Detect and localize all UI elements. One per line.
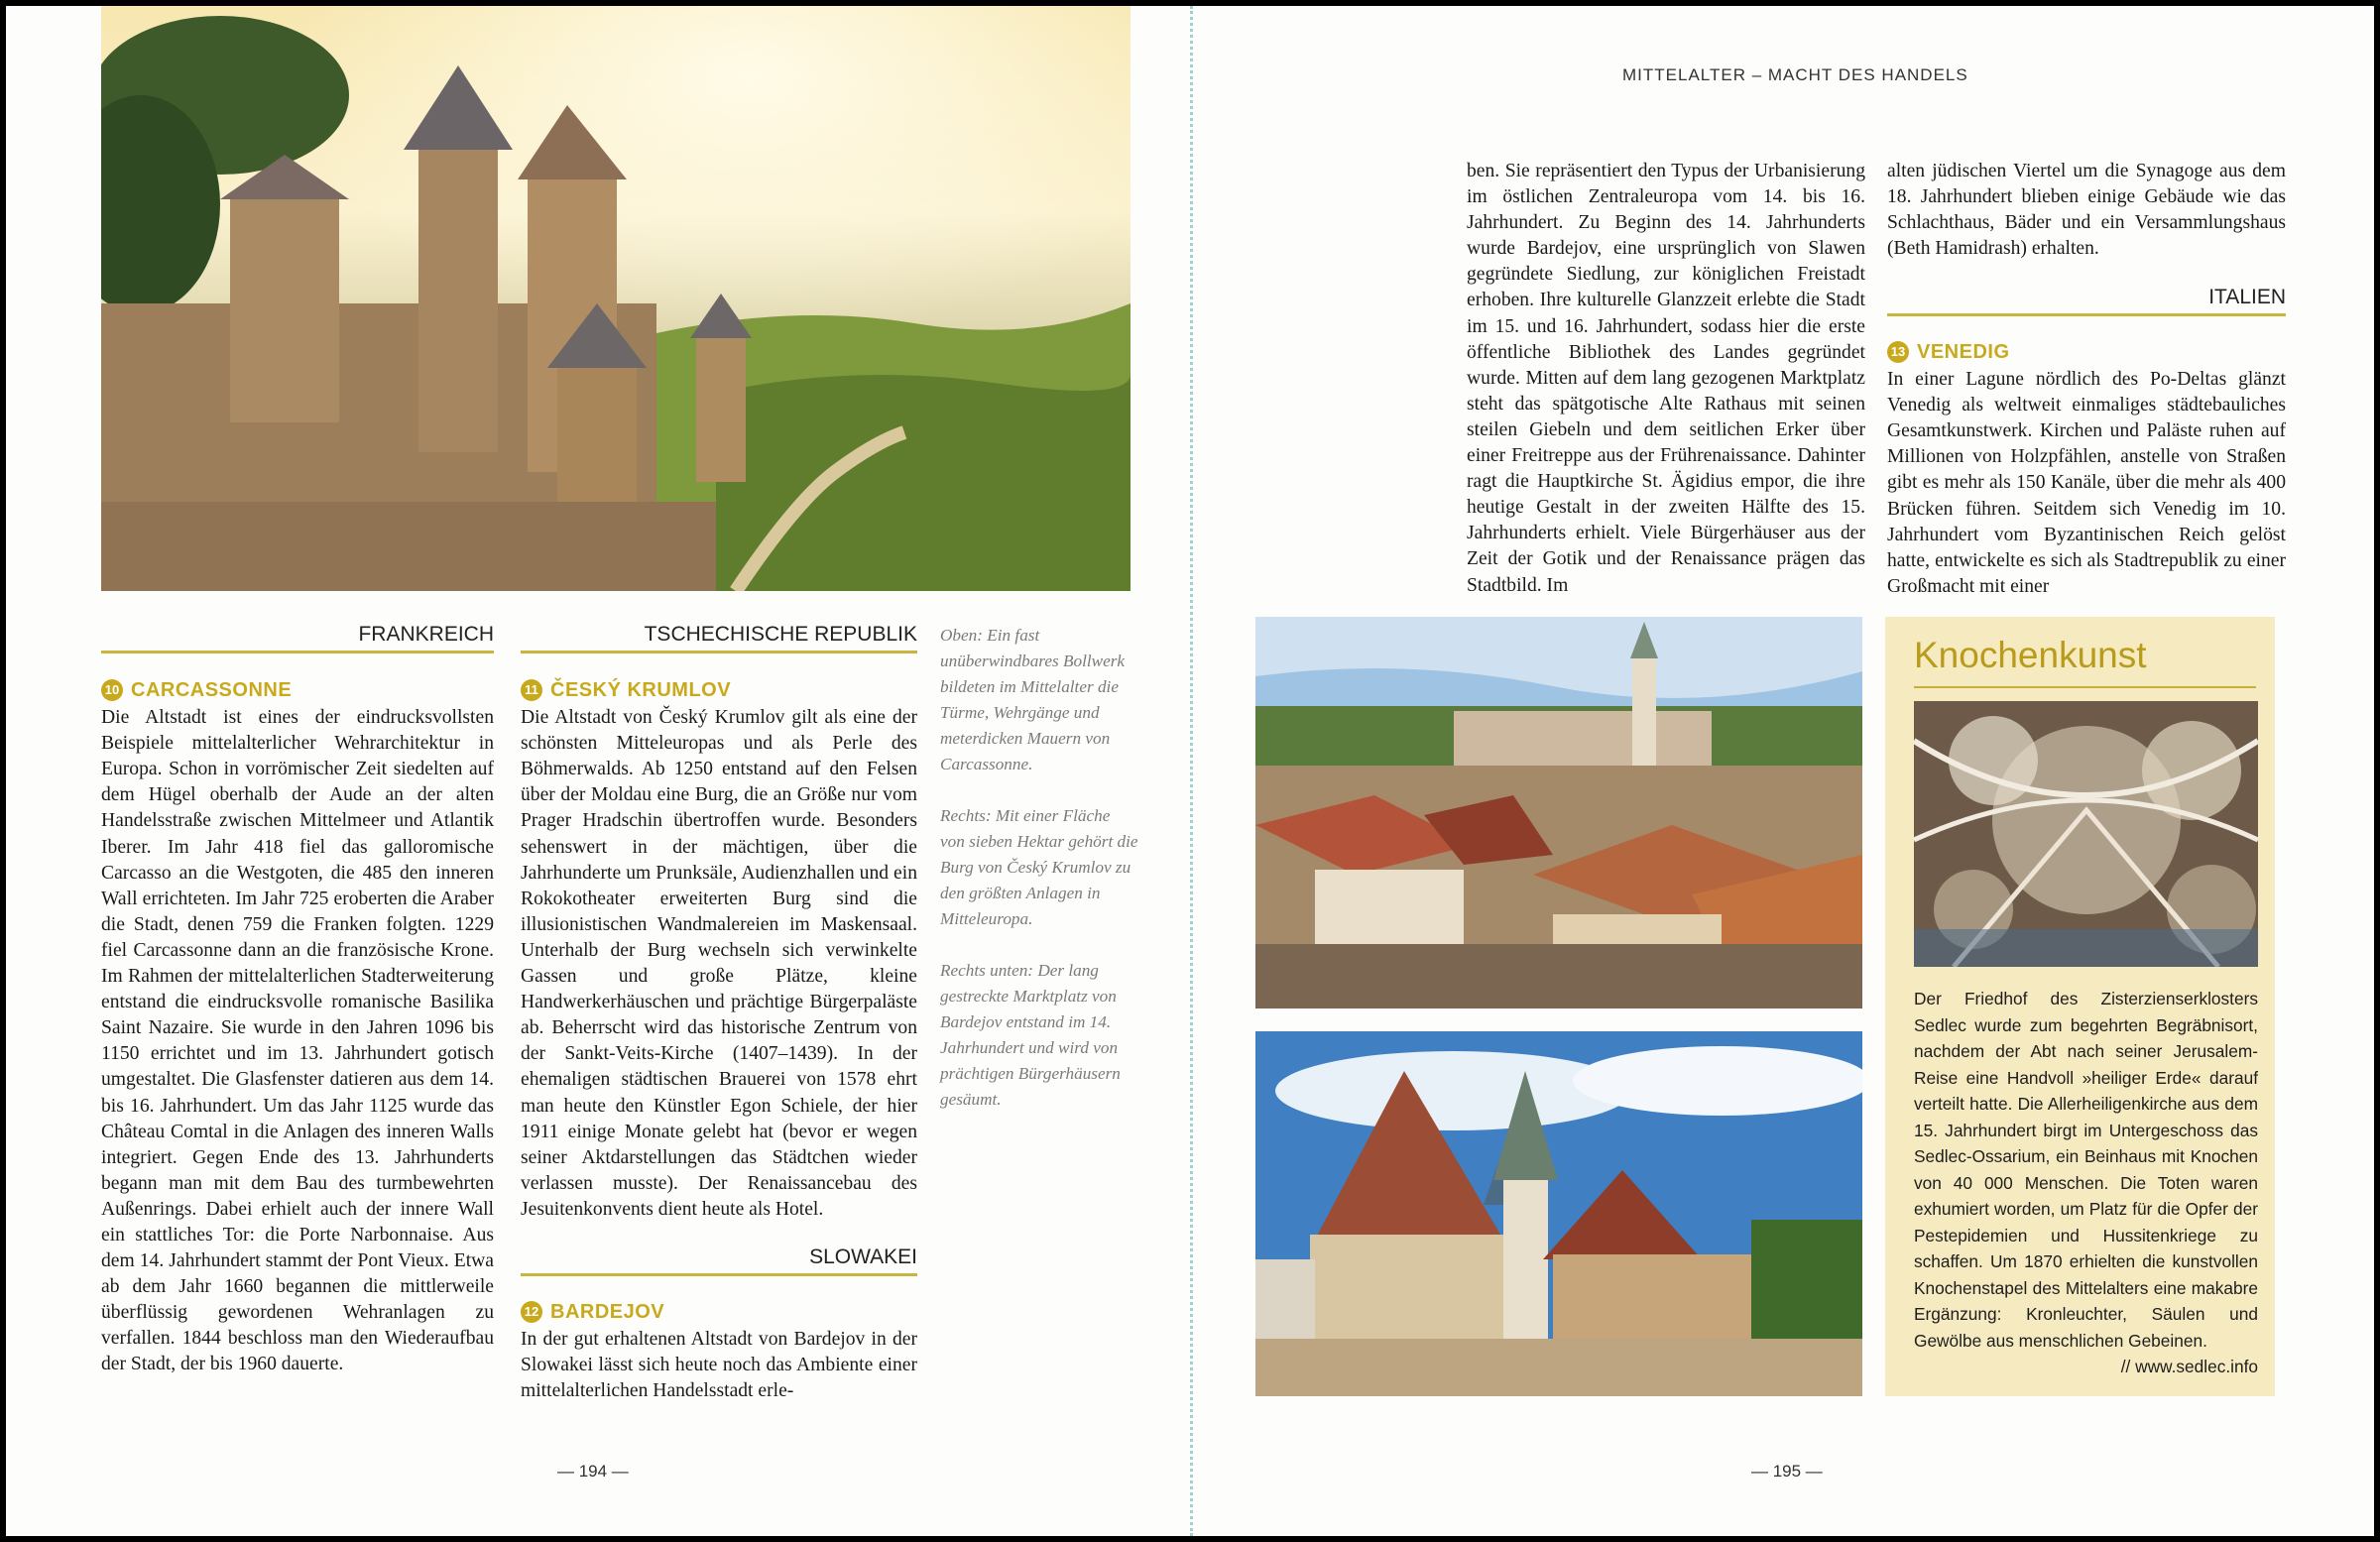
cesky-krumlov-section [521, 677, 917, 1223]
number-badge-13: 13 [1887, 341, 1909, 363]
page-fold [1190, 6, 1196, 1536]
bardejov-continued [1467, 159, 1865, 599]
bardejov-section [521, 1299, 917, 1404]
bardejov-title: BARDEJOV [550, 1301, 665, 1323]
caption-right: Rechts: Mit einer Fläche von sieben Hektar gehört die Burg von Český Krumlov zu den größten Anlagen in Mitteleuropa. [940, 806, 1138, 928]
carcassonne-title: CARCASSONNE [131, 679, 293, 701]
cesky-krumlov-heading [521, 677, 917, 703]
carcassonne-section [101, 677, 494, 1378]
caption-top: Oben: Ein fast unüberwindbares Bollwerk bildeten im Mittelalter die Türme, Wehrgänge und meterdicken Mauern von Carcassonne. [940, 626, 1126, 773]
country-label-italien: ITALIEN [1887, 286, 2286, 316]
number-badge-11: 11 [521, 679, 542, 701]
number-badge-12: 12 [521, 1301, 542, 1323]
jewish-quarter-text: alten jüdischen Viertel um die Synagoge aus dem 18. Jahrhundert blieben einige Gebäude wie das Schlachthaus, Bäder und ein Versammlungshaus (Beth Hamidrash) erhalten. [1887, 161, 2286, 260]
sedlec-ossuary-photo [1914, 701, 2258, 967]
venedig-text: In einer Lagune nördlich des Po-Deltas glänzt Venedig als weltweit einmaliges städtebauliches Gesamtkunstwerk. Kirchen und Paläste ruhen auf Millionen von Holzpfählen, anstelle von Straßen gibt es mehr als 150 Kanäle, über die mehr als 400 Brücken führen. Seitdem sich Venedig im 10. Jahrhundert vom Byzantinischen Reich gelöst hatte, entwickelte es sich als Stadtrepublik zu einer Großmacht mit einer [1887, 369, 2286, 597]
venedig-title: VENEDIG [1917, 341, 2010, 363]
cesky-krumlov-text: Die Altstadt von Český Krumlov gilt als eine der schönsten Mitteleuropas und als Perle des Böhmerwalds. Ab 1250 entstand auf den Felsen über der Moldau eine Burg, die an Größe nur vom Prager Hradschin übertroffen wurde. Besonders sehenswert in der mächtigen, über die Jahrhunderte um Prunksäle, Audienzhallen und ein Rokokotheater erweiterten Burg sind die illusionistischen Wandmalereien im Maskensaal. Unterhalb der Burg wechseln sich verwinkelte Gassen und große Plätze, kleine Handwerkerhäuschen und prächtige Bürgerpaläste ab. Beherrscht wird das historische Zentrum von der Sankt-Veits-Kirche (1407–1439). In der ehemaligen städtischen Brauerei von 1578 ehrt man heute den Künstler Egon Schiele, der hier 1911 einige Monate gelebt hat (bevor er wegen seiner Aktdarstellungen das Städtchen wieder verlassen musste). Der Renaissancebau des Jesuitenkonvents dient heute als Hotel. [521, 707, 917, 1220]
page-number-right: — 195 — [1751, 1462, 1823, 1481]
bardejov-heading [521, 1299, 917, 1325]
sedlec-link[interactable]: // www.sedlec.info [2120, 1357, 2258, 1376]
country-label-tschechien: TSCHECHISCHE REPUBLIK [521, 623, 917, 653]
knochenkunst-sidebar [1885, 617, 2275, 1396]
photo-captions [940, 623, 1138, 1138]
bardejov-photo [1255, 1031, 1862, 1396]
running-head: MITTELALTER – MACHT DES HANDELS [1622, 65, 1968, 84]
knochenkunst-text: Der Friedhof des Zisterzienserklosters Sedlec wurde zum begehrten Begräbnisort, nachdem der Abt nach seiner Jerusalem-Reise eine Handvoll »heiliger Erde« darauf verteilt hatte. Die Allerheiligenkirche aus dem 15. Jahrhundert birgt im Untergeschoss das Sedlec-Ossarium, ein Beinhaus mit Knochen von 40 000 Menschen. Die Toten waren exhumiert worden, um Platz für die Opfer der Pestepidemien und Hussitenkriege zu schaffen. Um 1870 erhielten die kunstvollen Knochenstapel des Mittelalters eine makabre Ergänzung: Kronleuchter, Säulen und Gewölbe aus menschlichen Gebeinen. [1914, 989, 2258, 1351]
knochenkunst-title: Knochenkunst [1914, 635, 2147, 675]
carcassonne-text: Die Altstadt ist eines der eindrucksvollsten Beispiele mittelalterlicher Wehrarchitektur in Europa. Schon in vorrömischer Zeit siedelten auf dem Hügel oberhalb der Aude an der alten Handelsstraße zwischen Mittelmeer und Atlantik Iberer. Im Jahr 418 fiel das galloromische Carcasso an die Westgoten, die 485 den inneren Wall errichteten. Im Jahr 725 eroberten die Araber die Stadt, denen 759 die Franken folgten. 1229 fiel Carcassonne dann an die französische Krone. Im Rahmen der mittelalterlichen Stadterweiterung entstand die eindrucksvolle romanische Basilika Saint Nazaire. Sie wurde in den Jahren 1096 bis 1150 errichtet und im 13. Jahrhundert gotisch umgestaltet. Die Glasfenster datieren aus dem 14. bis 16. Jahrhundert. Um das Jahr 1125 wurde das Château Comtal in die Anlagen des inneren Walls integriert. Gegen Ende des 13. Jahrhunderts begann man mit dem Bau des turmbewehrten Außenrings. Dabei erhielt auch der innere Wall ein stattliches Tor: die Porte Narbonnaise. Aus dem 14. Jahrhundert stammt der Pont Vieux. Etwa ab dem Jahr 1660 begannen die mittlerweile überflüssig gewordenen Wehranlagen zu verfallen. 1844 beschloss man den Wiederaufbau der Stadt, der bis 1960 dauerte. [101, 707, 494, 1375]
venedig-section [1887, 339, 2286, 600]
carcassonne-heading [101, 677, 494, 703]
knochenkunst-rule [1914, 686, 2256, 688]
carcassonne-photo [101, 6, 1130, 591]
caption-right-bottom: Rechts unten: Der lang gestreckte Marktplatz von Bardejov entstand im 14. Jahrhundert und wird von prächtigen Bürgerhäusern gesäumt. [940, 961, 1121, 1109]
venedig-heading [1887, 339, 2286, 365]
page-number-left: — 194 — [557, 1462, 629, 1481]
cesky-krumlov-photo [1255, 617, 1862, 1008]
country-label-frankreich: FRANKREICH [101, 623, 494, 653]
bardejov-text: In der gut erhaltenen Altstadt von Bardejov in der Slowakei lässt sich heute noch das Ambiente einer mittelalterlichen Handelsstadt erle- [521, 1329, 917, 1402]
knochenkunst-text-block [1914, 986, 2258, 1380]
bardejov-continued-text: ben. Sie repräsentiert den Typus der Urbanisierung im östlichen Zentraleuropa vom 14. bis 16. Jahrhundert. Zu Beginn des 14. Jahrhunderts wurde Bardejov, eine ursprünglich von Slawen gegründete Siedlung, zur königlichen Freistadt erhoben. Ihre kulturelle Glanzzeit erlebte die Stadt im 15. und 16. Jahrhundert, sodass hier die erste öffentliche Bibliothek des Landes gegründet wurde. Mitten auf dem lang gezogenen Marktplatz steht das spätgotische Alte Rathaus mit seinen steilen Giebeln und dem seitlichen Erker über einer Freitreppe aus der Frührenaissance. Dahinter ragt die Hauptkirche St. Ägidius empor, die ihre heutige Gestalt in der zweiten Hälfte des 15. Jahrhunderts erhielt. Viele Bürgerhäuser aus der Zeit der Gotik und der Renaissance prägen das Stadtbild. Im [1467, 161, 1865, 596]
country-label-slowakei: SLOWAKEI [521, 1245, 917, 1276]
cesky-krumlov-title: ČESKÝ KRUMLOV [550, 679, 732, 701]
right-column [1887, 159, 2286, 262]
number-badge-10: 10 [101, 679, 123, 701]
book-spread [6, 6, 2374, 1536]
